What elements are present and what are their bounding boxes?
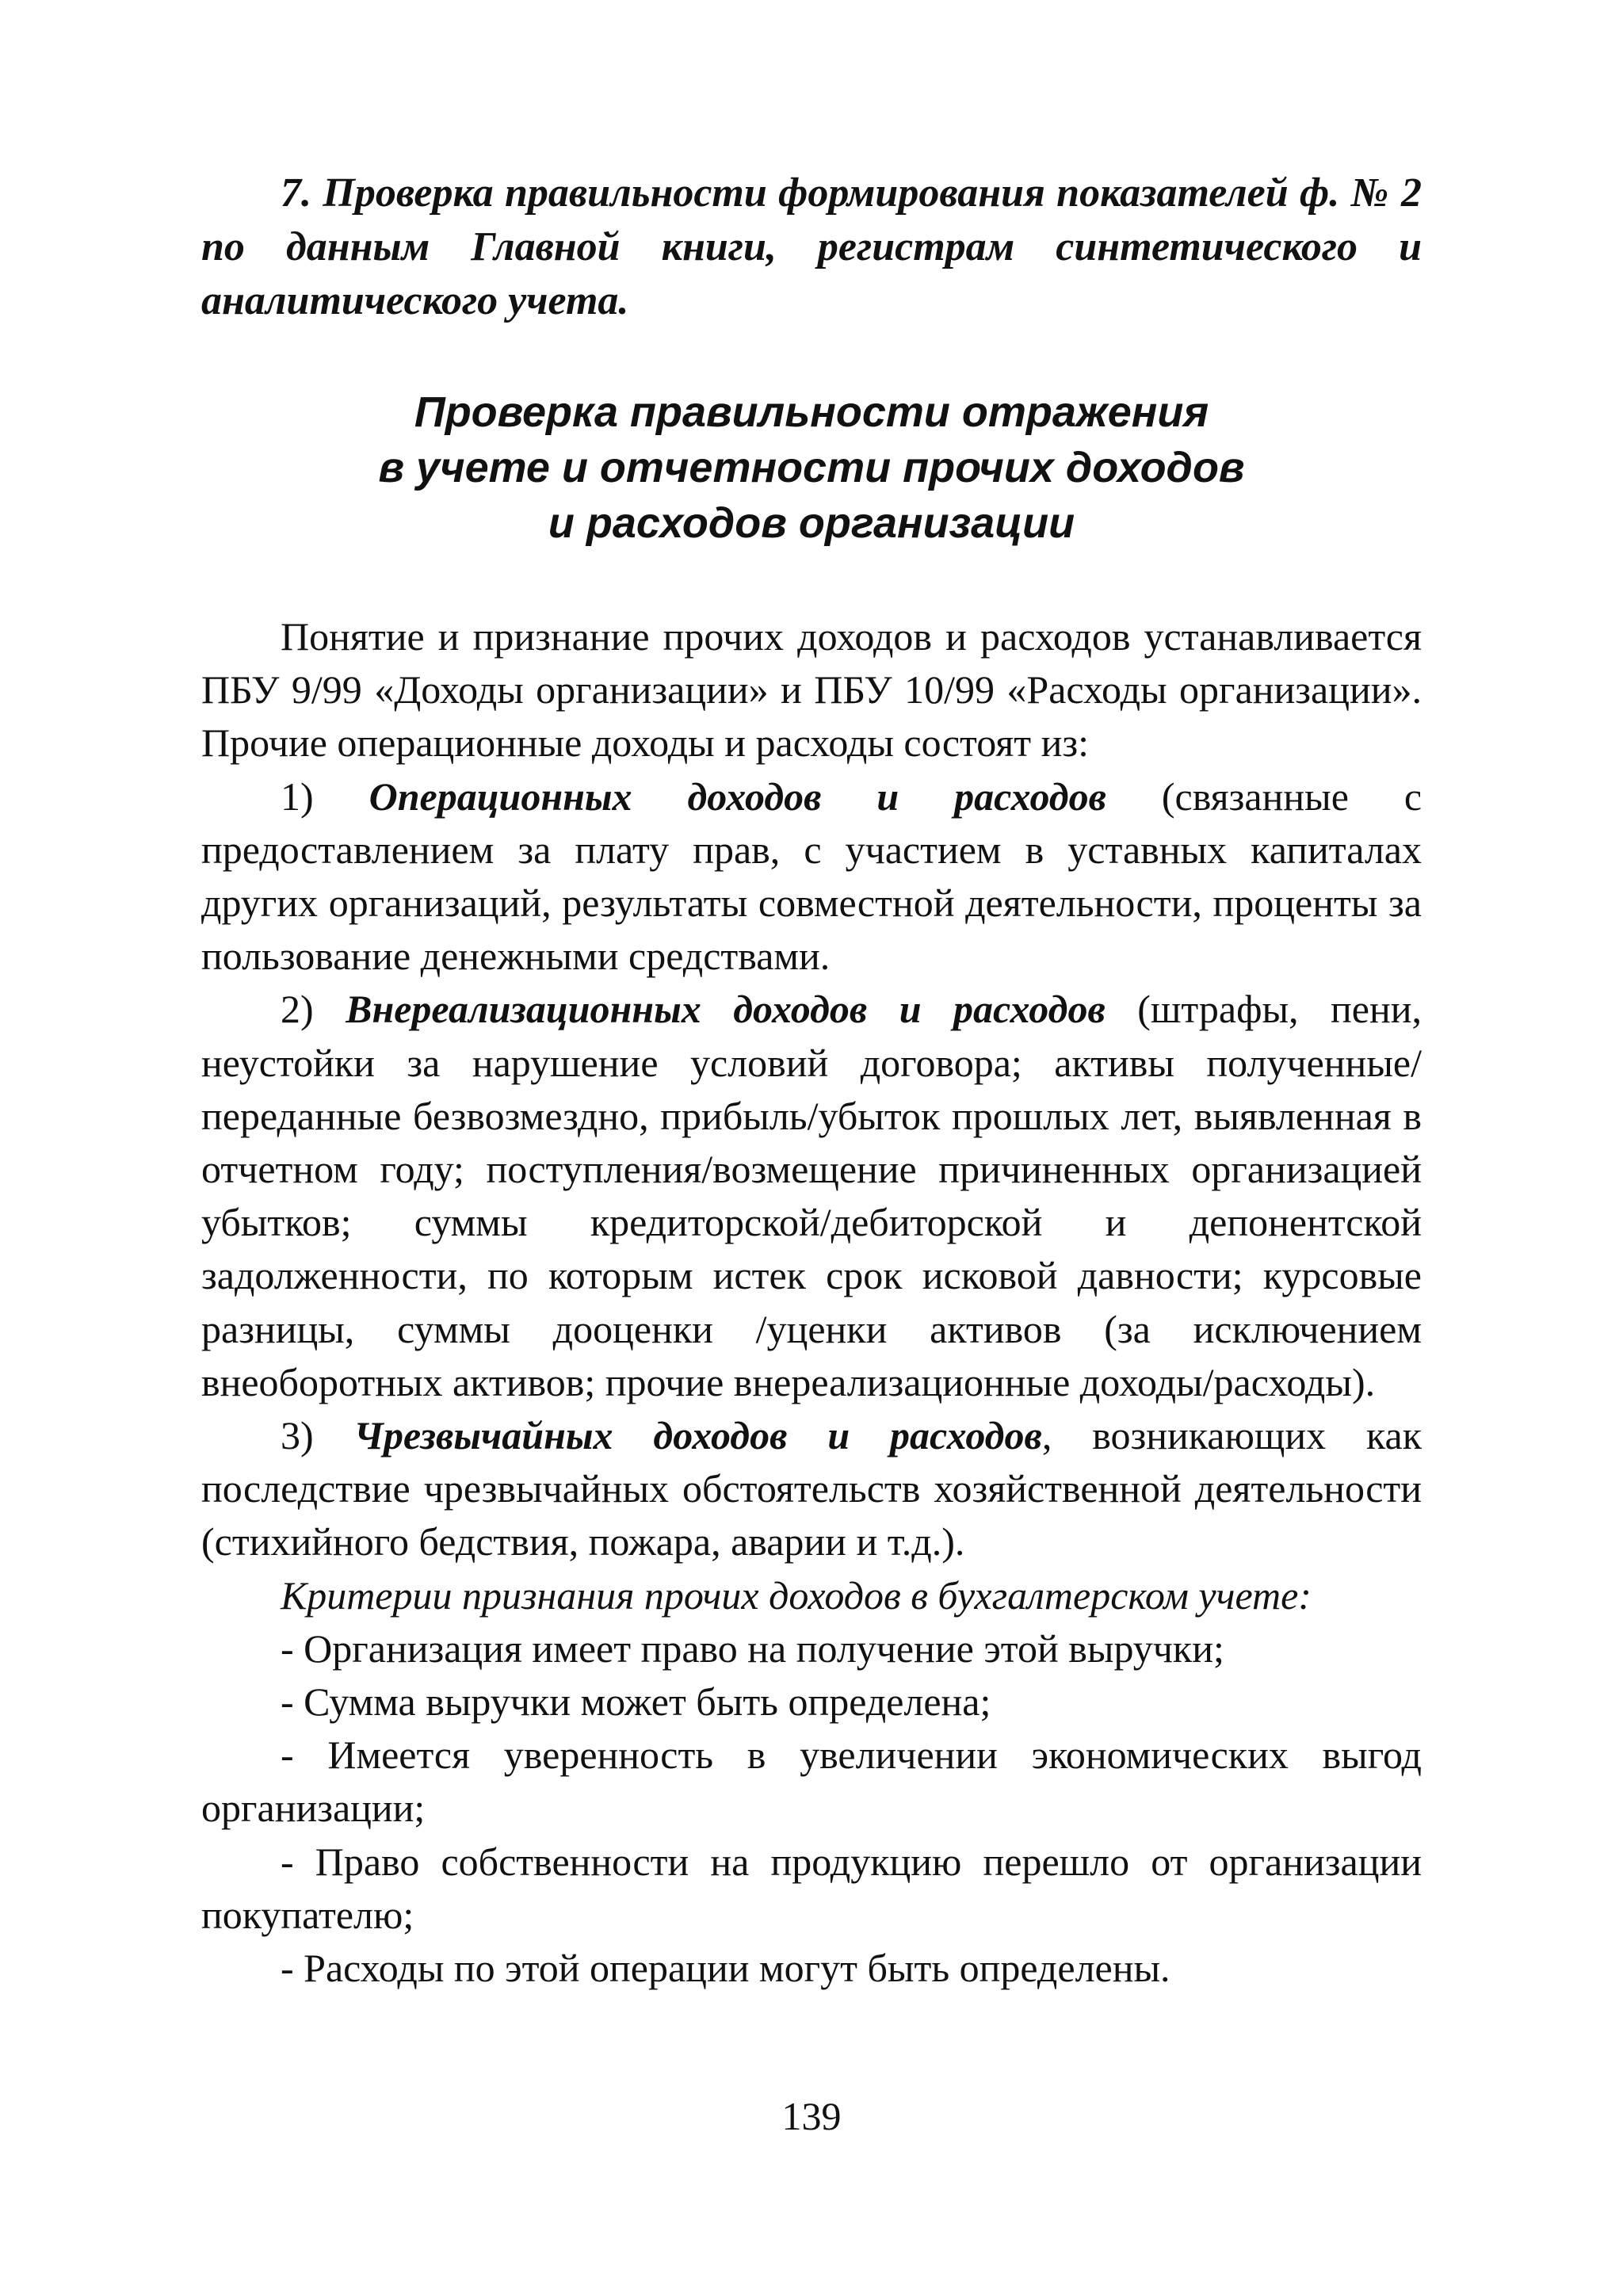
point-2-number: 2)	[281, 987, 314, 1032]
point-3-term: Чрезвычайных доходов и расходов	[353, 1413, 1042, 1458]
criteria-item-4: - Право собственности на продукцию перешло от организации покупателю;	[201, 1839, 1422, 1937]
section-item-7: 7. Проверка правильности формирования показателей ф. № 2 по данным Главной книги, регистрам синтетического и аналитического учета.	[201, 170, 1422, 323]
criteria-title: Критерии признания прочих доходов в бухгалтерском учете:	[281, 1572, 1312, 1618]
point-1-number: 1)	[281, 774, 314, 819]
point-3	[201, 1409, 1422, 1569]
heading-line-2: в учете и отчетности прочих доходов	[378, 444, 1245, 491]
criteria-item-2: - Сумма выручки может быть определена;	[281, 1679, 991, 1725]
point-2	[201, 983, 1422, 1409]
book-page	[201, 0, 1422, 2296]
intro-paragraph: Понятие и признание прочих доходов и расходов устанавливается ПБУ 9/99 «Доходы организации» и ПБУ 10/99 «Расходы организации». Прочие операционные доходы и расходы состоят из:	[201, 614, 1422, 766]
body-text	[201, 610, 1422, 1995]
point-1	[201, 770, 1422, 984]
point-1-text: (связанные с предоставлением за плату прав, с участием в уставных капиталах других организаций, результаты совместной деятельности, проценты за пользование денежными средствами.	[201, 774, 1423, 979]
criteria-item-5: - Расходы по этой операции могут быть определены.	[281, 1946, 1170, 1991]
criteria-item-1: - Организация имеет право на получение этой выручки;	[281, 1626, 1224, 1671]
criteria-item-3: - Имеется уверенность в увеличении экономических выгод организации;	[201, 1733, 1422, 1831]
page-number: 139	[781, 2094, 842, 2138]
point-3-number: 3)	[281, 1413, 314, 1458]
heading-line-3: и расходов организации	[548, 499, 1075, 547]
heading-line-1: Проверка правильности отражения	[414, 388, 1209, 436]
section-heading	[201, 384, 1422, 551]
point-1-term: Операционных доходов и расходов	[369, 774, 1106, 819]
point-2-text: (штрафы, пени, неустойки за нарушение условий договора; активы полученные/переданные безвозмездно, прибыль/убыток прошлых лет, выявленная в отчетном году; поступления/возмещение причиненных организацией убытков; суммы кредиторской/дебиторской и депонентской задолженности, по которым истек срок исковой давности; курсовые разницы, суммы дооценки /уценки активов (за исключением внеоборотных активов; прочие внереализационные доходы/расходы).	[201, 987, 1422, 1404]
point-3-text: , возникающих как последствие чрезвычайных обстоятельств хозяйственной деятельности (стихийного бедствия, пожара, аварии и т.д.).	[201, 1413, 1422, 1564]
point-2-term: Внереализационных доходов и расходов	[346, 987, 1106, 1032]
